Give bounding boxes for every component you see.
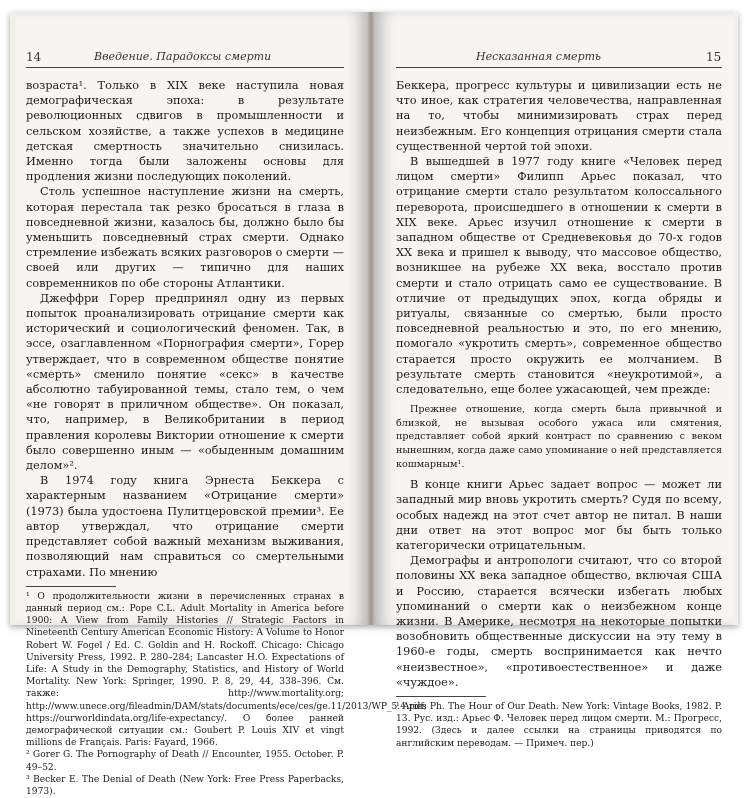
left-page <box>16 12 427 797</box>
open-book <box>10 12 738 797</box>
running-head-right: Несказанная смерть <box>476 50 602 63</box>
footnotes-left <box>26 591 427 798</box>
paragraph: Джеффри Горер предпринял одну из первых попыток проанализировать отрицание смерти как исторический и социологический феномен. Так, в эссе, озаглавленном «Порнография смерти», Горер утверждает, что в современном обществе понятие «смерть» сменило понятие «секс» в качестве абсолютно табуированной темы, стало тем, о чем «не говорят в приличном обществе». Он показал, что, например, в Великобритании в период правления королевы Виктории отношение к смерти было совершенно иным — «обыденным домашним делом»². <box>26 291 344 473</box>
footnotes-right <box>396 701 722 750</box>
header-rule-left <box>26 67 344 68</box>
page-number-right: 15 <box>706 50 722 64</box>
footnote: ² Gorer G. The Pornography of Death // Encounter, 1955. October. P. 49–52. <box>26 750 344 773</box>
footnote-rule <box>396 696 486 697</box>
paragraph: В 1974 году книга Эрнеста Беккера с характерным названием «Отрицание смерти» (1973) была удостоена Пулитцеровской премии³. Ее автор утверждал, что отрицание смерти представляет собой важный механизм выживания, позволяющий нам справиться со смертельными страхами. По мнению <box>26 474 344 579</box>
quote-text: Прежнее отношение, когда смерть была привычной и близкой, не вызывая особого ужаса или смятения, представляет собой яркий контраст по сравнению с веком нынешним, когда даже само упоминание о ней представляется кошмарным¹. <box>396 404 722 470</box>
left-body-text <box>26 78 427 798</box>
paragraph: В конце книги Арьес задает вопрос — может ли западный мир вновь укротить смерть? Судя по всему, особых надежд на этот счет автор не питал. В наши дни ответ на этот вопрос мог бы быть только категорически отрицательным. <box>396 478 722 553</box>
paragraph: Столь успешное наступление жизни на смерть, которая перестала так резко бросаться в глаза в повседневной жизни, казалось бы, должно было бы уменьшить повседневный страх смерти. Однако стремление избежать всяких разговоров о смерти — своей или других — типично для наших современников по обе стороны Атлантики. <box>26 185 344 290</box>
footnote: ³ Becker E. The Denial of Death (New York: Free Press Paperbacks, 1973). <box>26 774 344 797</box>
right-body-text <box>396 78 722 750</box>
footnote: ¹ Ariès Ph. The Hour of Our Death. New York: Vintage Books, 1982. P. 13. Рус. изд.: Арьес Ф. Человек перед лицом смерти. М.: Прогресс, 1992. (Здесь и далее ссылки на страницы приводятся по английским переводам. — Примеч. пер.) <box>396 702 722 749</box>
paragraph: возраста¹. Только в XIX веке наступила новая демографическая эпоха: в результате революционных сдвигов в промышленности и сельском хозяйстве, а также успехов в медицине детская смертность значительно снизилась. Именно тогда были заложены основы для продления жизни последующих поколений. <box>26 79 344 184</box>
paragraph: Беккера, прогресс культуры и цивилизации есть не что иное, как стратегия человечества, направленная на то, чтобы минимизировать страх перед неизбежным. Его концепция отрицания смерти стала существенной чертой той эпохи. <box>396 79 722 153</box>
footnote: ¹ О продолжительности жизни в перечисленных странах в данный период см.: Pope C.L. Adult Mortality in America before 1900: A View from Family Histories // Strategic Factors in Nineteenth Century American Economic History: A Volume to Honor Robert W. Fogel / Ed. C. Goldin and H. Rockoff. Chicago: Chicago University Press, 1992. P. 280–284; Lancaster H.O. Expectations of Life: A Study in the Demography, Statistics, and History of World Mortality. New York: Springer, 1990. P. 8, 29, 44, 338–396. См. также: http://www.mortality.org; http://www.unece.org/fileadmin/DAM/stats/documents/ece/ces/ge.11/2013/WP_5.4.pdf; https://ourworldindata.org/life-expectancy/. О более ранней демографической ситуации см.: Goubert P. Louis XIV et vingt millions de Français. Paris: Fayard, 1966. <box>26 591 427 749</box>
paragraph: Демографы и антропологи считают, что со второй половины XX века западное общество, включая США и Россию, старается всячески избегать любых упоминаний о смерти как о неизбежном конце жизни. В Америке, несмотря на некоторые попытки возобновить общественные дискуссии на эту тему в 1960-е годы, смерть воспринимается как нечто «неизвестное», «противоестественное» и даже «чуждое». <box>396 554 722 689</box>
header-rule-right <box>396 67 722 68</box>
right-page <box>374 12 734 749</box>
page-number-left: 14 <box>26 50 42 64</box>
running-head-left: Введение. Парадоксы смерти <box>94 50 272 63</box>
block-quote <box>396 403 722 471</box>
footnote-rule <box>26 586 116 587</box>
paragraph: В вышедшей в 1977 году книге «Человек перед лицом смерти» Филипп Арьес показал, что отрицание смерти стало результатом колоссального переворота, происшедшего в отношении к смерти в XIX веке. Арьес изучил отношение к смерти в западном обществе от Средневековья до 70-х годов XX века и пришел к выводу, что массовое общество, возникшее на рубеже XX века, восстало против смерти и стало отрицать само ее существование. В отличие от предыдущих эпох, когда обряды и ритуалы, связанные со смертью, были просто повседневной реальностью и это, по его мнению, помогало «укротить смерть», современное общество старается просто окружить ее молчанием. В результате смерть становится «неукротимой», а следовательно, еще более ужасающей, чем прежде: <box>396 155 722 397</box>
